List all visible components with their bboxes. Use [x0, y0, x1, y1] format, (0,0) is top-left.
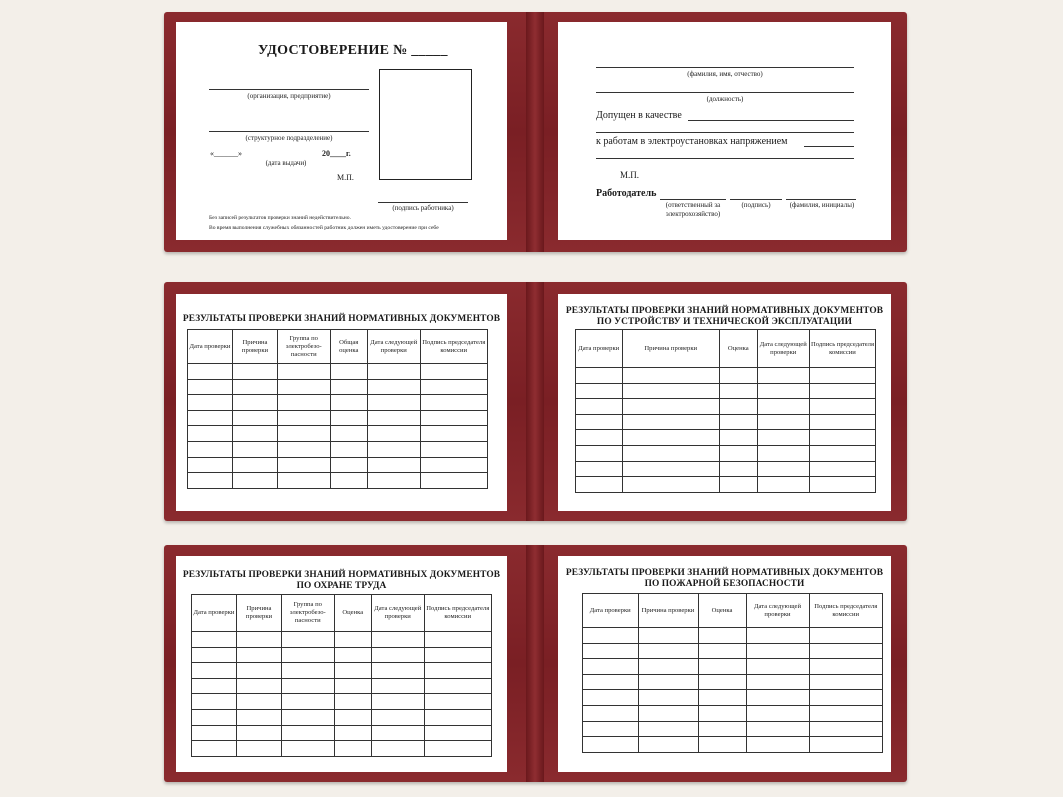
table-cell — [810, 399, 876, 415]
table-cell — [334, 725, 372, 741]
table-row — [576, 477, 876, 493]
table-row — [192, 678, 492, 694]
table-cell — [188, 395, 233, 411]
table-cell — [638, 643, 698, 659]
results-title: РЕЗУЛЬТАТЫ ПРОВЕРКИ ЗНАНИЙ НОРМАТИВНЫХ ДОКУМЕНТОВ — [182, 570, 501, 580]
table-cell — [368, 473, 421, 489]
position-label: (должность) — [706, 95, 744, 103]
table-cell — [424, 694, 492, 710]
table-cell — [698, 737, 746, 753]
table-cell — [188, 473, 233, 489]
table-cell — [583, 674, 639, 690]
table-cell — [583, 659, 639, 675]
table-row — [583, 659, 883, 675]
column-header: Дата проверки — [576, 330, 623, 368]
employer-sign-line — [730, 199, 782, 200]
table-cell — [330, 457, 368, 473]
table-cell — [330, 441, 368, 457]
table-row — [188, 395, 488, 411]
table-row — [188, 473, 488, 489]
results-page-fire-safety — [558, 556, 891, 772]
results-subtitle: ПО УСТРОЙСТВУ И ТЕХНИЧЕСКОЙ ЭКСПЛУАТАЦИИ — [596, 317, 853, 327]
table-row — [583, 674, 883, 690]
column-header: Дата проверки — [192, 595, 237, 632]
table-cell — [237, 741, 282, 757]
table-cell — [698, 674, 746, 690]
table-cell — [576, 399, 623, 415]
table-cell — [330, 410, 368, 426]
table-cell — [810, 430, 876, 446]
table-cell — [809, 674, 883, 690]
table-cell — [237, 632, 282, 648]
table-cell — [334, 632, 372, 648]
admitted-extra-line — [596, 132, 854, 133]
table-cell — [278, 457, 331, 473]
table-cell — [576, 445, 623, 461]
column-header: Причина проверки — [233, 330, 278, 364]
table-cell — [757, 399, 810, 415]
certificate-title: УДОСТОВЕРЕНИЕ № _____ — [258, 43, 448, 58]
table-cell — [192, 678, 237, 694]
table-cell — [809, 628, 883, 644]
table-cell — [809, 705, 883, 721]
table-cell — [638, 659, 698, 675]
table-cell — [233, 410, 278, 426]
table-cell — [330, 364, 368, 380]
employer-fio-label: (фамилия, инициалы) — [789, 201, 855, 209]
admitted-as-line — [688, 120, 854, 121]
table-cell — [583, 705, 639, 721]
table-cell — [810, 477, 876, 493]
table-row — [192, 694, 492, 710]
table-cell — [698, 643, 746, 659]
employer-resp-label-1: (ответственный за — [665, 201, 721, 209]
voltage-works-label: к работам в электроустановках напряжением — [596, 136, 788, 147]
results-table — [191, 594, 492, 757]
table-cell — [698, 690, 746, 706]
table-cell — [746, 721, 809, 737]
table-row — [583, 690, 883, 706]
table-cell — [746, 659, 809, 675]
table-cell — [368, 426, 421, 442]
table-cell — [420, 395, 488, 411]
table-cell — [720, 445, 758, 461]
table-cell — [698, 705, 746, 721]
column-header: Оценка — [720, 330, 758, 368]
admitted-as-label: Допущен в качестве — [596, 110, 682, 121]
stamp-place: М.П. — [337, 173, 354, 182]
table-cell — [746, 737, 809, 753]
table-cell — [583, 737, 639, 753]
table-cell — [188, 457, 233, 473]
table-cell — [420, 410, 488, 426]
table-cell — [188, 364, 233, 380]
table-cell — [746, 705, 809, 721]
table-row — [576, 430, 876, 446]
results-title: РЕЗУЛЬТАТЫ ПРОВЕРКИ ЗНАНИЙ НОРМАТИВНЫХ ДОКУМЕНТОВ — [182, 314, 501, 324]
table-cell — [638, 737, 698, 753]
table-cell — [282, 725, 335, 741]
table-cell — [372, 678, 425, 694]
table-cell — [192, 709, 237, 725]
column-header: Подпись председателя комиссии — [809, 594, 883, 628]
table-cell — [188, 410, 233, 426]
column-header: Причина проверки — [237, 595, 282, 632]
table-cell — [583, 721, 639, 737]
table-cell — [638, 628, 698, 644]
voltage-line — [804, 146, 854, 147]
worker-signature-line — [378, 202, 468, 203]
table-cell — [334, 709, 372, 725]
carry-note: Во время выполнения служебных обязанностей работник должен иметь удостоверение при себе — [209, 225, 439, 231]
table-cell — [368, 364, 421, 380]
table-cell — [372, 694, 425, 710]
table-cell — [282, 663, 335, 679]
certificate-title-page — [176, 22, 507, 240]
results-subtitle: ПО ОХРАНЕ ТРУДА — [296, 581, 387, 591]
table-cell — [372, 725, 425, 741]
table-cell — [233, 395, 278, 411]
table-row — [188, 457, 488, 473]
issue-date-day: «______» — [210, 149, 242, 158]
table-cell — [757, 383, 810, 399]
column-header: Дата следующей проверки — [372, 595, 425, 632]
cover-spine — [526, 12, 544, 252]
table-row — [583, 628, 883, 644]
column-header: Оценка — [698, 594, 746, 628]
table-cell — [420, 441, 488, 457]
table-cell — [233, 426, 278, 442]
table-cell — [720, 399, 758, 415]
table-cell — [424, 663, 492, 679]
table-cell — [330, 473, 368, 489]
table-cell — [809, 643, 883, 659]
table-cell — [622, 368, 720, 384]
column-header: Общая оценка — [330, 330, 368, 364]
table-cell — [746, 643, 809, 659]
employer-sign-label: (подпись) — [741, 201, 771, 209]
table-cell — [622, 430, 720, 446]
column-header: Оценка — [334, 595, 372, 632]
organization-label: (организация, предприятие) — [247, 92, 331, 100]
results-title: РЕЗУЛЬТАТЫ ПРОВЕРКИ ЗНАНИЙ НОРМАТИВНЫХ ДОКУМЕНТОВ — [565, 568, 884, 578]
table-row — [583, 737, 883, 753]
table-cell — [188, 426, 233, 442]
table-cell — [368, 379, 421, 395]
table-row — [192, 663, 492, 679]
employer-label: Работодатель — [596, 188, 657, 199]
table-cell — [583, 628, 639, 644]
table-cell — [192, 694, 237, 710]
table-row — [583, 705, 883, 721]
department-line — [209, 131, 369, 132]
table-cell — [424, 632, 492, 648]
table-cell — [233, 364, 278, 380]
table-cell — [368, 457, 421, 473]
table-row — [576, 383, 876, 399]
employer-name-line — [786, 199, 856, 200]
table-cell — [576, 430, 623, 446]
table-cell — [622, 399, 720, 415]
table-cell — [330, 426, 368, 442]
table-cell — [282, 709, 335, 725]
table-cell — [746, 628, 809, 644]
table-cell — [638, 705, 698, 721]
table-cell — [278, 473, 331, 489]
table-cell — [424, 741, 492, 757]
table-row — [583, 721, 883, 737]
table-cell — [368, 441, 421, 457]
table-cell — [334, 678, 372, 694]
table-cell — [282, 632, 335, 648]
table-cell — [368, 410, 421, 426]
column-header: Дата следующей проверки — [368, 330, 421, 364]
table-cell — [188, 379, 233, 395]
table-cell — [809, 690, 883, 706]
table-row — [188, 441, 488, 457]
table-cell — [810, 461, 876, 477]
column-header: Причина проверки — [638, 594, 698, 628]
table-cell — [372, 663, 425, 679]
table-cell — [237, 678, 282, 694]
column-header: Группа по электробезо-пасности — [278, 330, 331, 364]
results-table — [582, 593, 883, 753]
table-row — [192, 709, 492, 725]
table-cell — [424, 725, 492, 741]
table-cell — [757, 445, 810, 461]
table-cell — [757, 414, 810, 430]
results-page-general — [176, 294, 507, 511]
table-cell — [282, 694, 335, 710]
table-cell — [576, 461, 623, 477]
table-cell — [233, 379, 278, 395]
table-cell — [192, 741, 237, 757]
certificate-details-page — [558, 22, 891, 240]
table-row — [192, 647, 492, 663]
employer-stamp-place: М.П. — [620, 170, 640, 180]
results-page-labor-safety — [176, 556, 507, 772]
voltage-extra-line — [596, 158, 854, 159]
table-cell — [757, 461, 810, 477]
table-cell — [638, 721, 698, 737]
table-cell — [424, 678, 492, 694]
table-cell — [576, 414, 623, 430]
table-cell — [420, 457, 488, 473]
table-row — [188, 379, 488, 395]
table-cell — [237, 709, 282, 725]
table-cell — [638, 674, 698, 690]
table-cell — [192, 663, 237, 679]
table-cell — [810, 414, 876, 430]
cover-spine — [526, 282, 544, 521]
table-cell — [809, 659, 883, 675]
table-cell — [330, 379, 368, 395]
table-cell — [576, 383, 623, 399]
column-header: Дата следующей проверки — [757, 330, 810, 368]
table-cell — [420, 473, 488, 489]
position-line — [596, 92, 854, 93]
table-cell — [237, 725, 282, 741]
table-cell — [576, 368, 623, 384]
table-cell — [192, 632, 237, 648]
worker-signature-label: (подпись работника) — [392, 204, 454, 212]
table-cell — [622, 477, 720, 493]
table-cell — [278, 410, 331, 426]
table-cell — [334, 647, 372, 663]
table-cell — [810, 383, 876, 399]
table-cell — [188, 441, 233, 457]
table-cell — [424, 647, 492, 663]
table-row — [188, 364, 488, 380]
table-row — [192, 741, 492, 757]
table-cell — [809, 721, 883, 737]
table-cell — [372, 709, 425, 725]
table-cell — [810, 368, 876, 384]
column-header: Подпись председателя комиссии — [420, 330, 488, 364]
table-cell — [233, 457, 278, 473]
table-cell — [372, 647, 425, 663]
table-cell — [278, 441, 331, 457]
column-header: Подпись председателя комиссии — [810, 330, 876, 368]
table-cell — [583, 690, 639, 706]
issue-date-label: (дата выдачи) — [265, 159, 307, 167]
table-cell — [720, 414, 758, 430]
column-header: Дата следующей проверки — [746, 594, 809, 628]
issue-date-year: 20____г. — [322, 149, 351, 158]
results-page-operation — [558, 294, 891, 511]
table-cell — [278, 395, 331, 411]
table-cell — [334, 741, 372, 757]
column-header: Дата проверки — [583, 594, 639, 628]
column-header: Причина проверки — [622, 330, 720, 368]
table-row — [188, 410, 488, 426]
table-cell — [237, 647, 282, 663]
table-row — [576, 461, 876, 477]
table-cell — [622, 445, 720, 461]
table-cell — [583, 643, 639, 659]
table-cell — [720, 383, 758, 399]
table-row — [192, 632, 492, 648]
results-table — [187, 329, 488, 489]
table-row — [576, 368, 876, 384]
table-cell — [233, 441, 278, 457]
table-cell — [720, 477, 758, 493]
column-header: Группа по электробезо-пасности — [282, 595, 335, 632]
organization-line — [209, 89, 369, 90]
table-cell — [809, 737, 883, 753]
table-cell — [278, 426, 331, 442]
table-cell — [192, 725, 237, 741]
table-cell — [720, 430, 758, 446]
table-cell — [278, 364, 331, 380]
table-cell — [282, 678, 335, 694]
table-cell — [237, 663, 282, 679]
column-header: Подпись председателя комиссии — [424, 595, 492, 632]
table-row — [576, 399, 876, 415]
table-cell — [334, 694, 372, 710]
table-cell — [622, 461, 720, 477]
table-cell — [372, 632, 425, 648]
table-cell — [233, 473, 278, 489]
employer-resp-line — [660, 199, 726, 200]
table-cell — [698, 721, 746, 737]
table-cell — [368, 395, 421, 411]
table-cell — [420, 364, 488, 380]
table-cell — [278, 379, 331, 395]
table-cell — [282, 647, 335, 663]
table-cell — [192, 647, 237, 663]
table-cell — [746, 690, 809, 706]
table-row — [576, 445, 876, 461]
table-row — [583, 643, 883, 659]
full-name-label: (фамилия, имя, отчество) — [687, 70, 763, 78]
table-cell — [698, 659, 746, 675]
results-subtitle: ПО ПОЖАРНОЙ БЕЗОПАСНОСТИ — [644, 579, 805, 589]
table-cell — [420, 379, 488, 395]
table-cell — [638, 690, 698, 706]
results-table — [575, 329, 876, 493]
table-cell — [757, 368, 810, 384]
table-cell — [698, 628, 746, 644]
table-cell — [720, 461, 758, 477]
table-row — [188, 426, 488, 442]
table-cell — [720, 368, 758, 384]
table-cell — [757, 477, 810, 493]
table-cell — [576, 477, 623, 493]
table-cell — [746, 674, 809, 690]
table-cell — [330, 395, 368, 411]
table-cell — [334, 663, 372, 679]
table-cell — [282, 741, 335, 757]
table-cell — [424, 709, 492, 725]
results-title: РЕЗУЛЬТАТЫ ПРОВЕРКИ ЗНАНИЙ НОРМАТИВНЫХ ДОКУМЕНТОВ — [565, 306, 884, 316]
table-cell — [372, 741, 425, 757]
validity-note: Без записей результатов проверки знаний недействительно. — [209, 215, 351, 221]
table-row — [192, 725, 492, 741]
table-cell — [237, 694, 282, 710]
table-row — [576, 414, 876, 430]
department-label: (структурное подразделение) — [245, 134, 333, 142]
table-cell — [810, 445, 876, 461]
column-header: Дата проверки — [188, 330, 233, 364]
photo-placeholder — [379, 69, 472, 180]
table-cell — [757, 430, 810, 446]
cover-spine — [526, 545, 544, 782]
table-cell — [622, 383, 720, 399]
table-cell — [420, 426, 488, 442]
employer-resp-label-2: электрохозяйство) — [665, 210, 721, 218]
full-name-line — [596, 67, 854, 68]
table-cell — [622, 414, 720, 430]
